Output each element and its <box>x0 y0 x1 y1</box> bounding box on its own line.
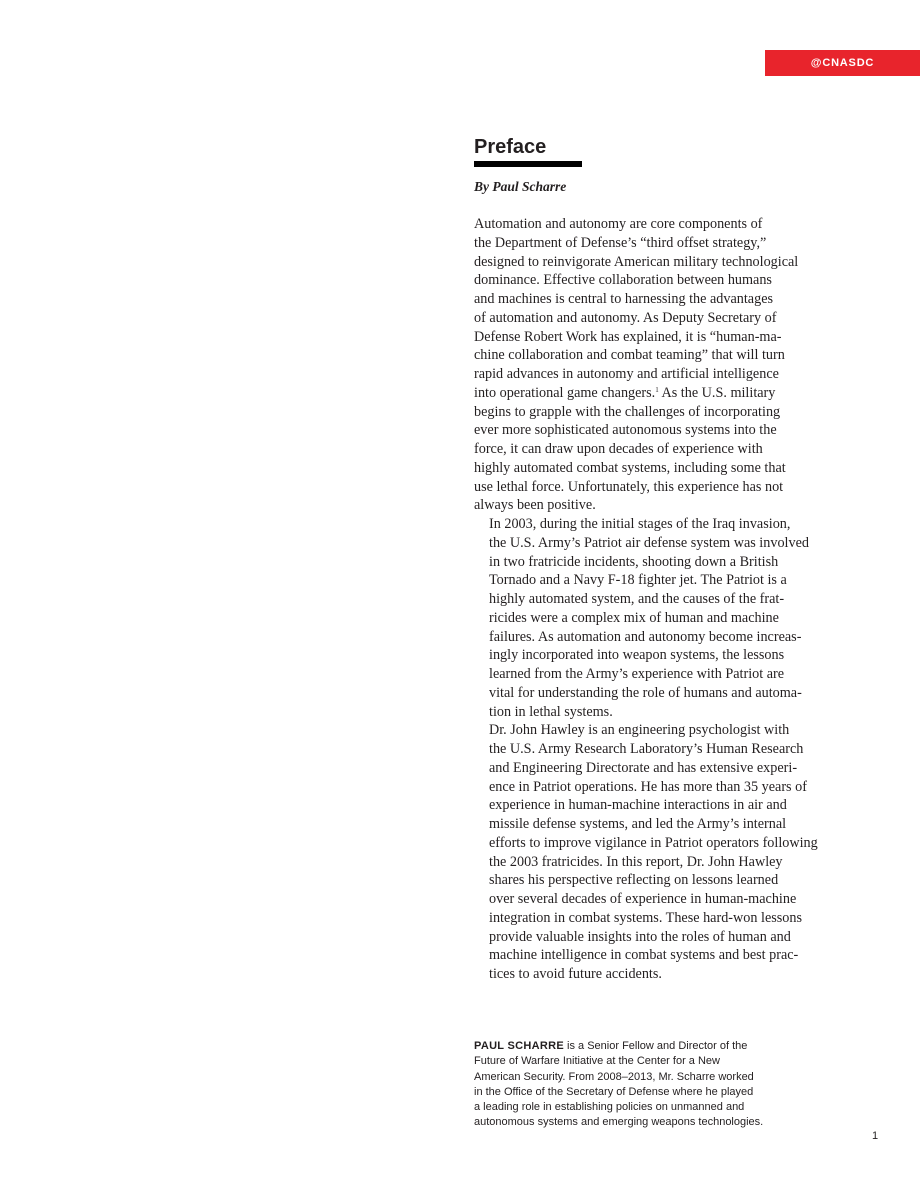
text-line: the U.S. Army’s Patriot air defense system was involved <box>489 534 809 551</box>
body-text <box>474 215 854 984</box>
text-line: Dr. John Hawley is an engineering psychologist with <box>489 722 790 739</box>
text-line: always been positive. <box>474 497 596 514</box>
text-line: ingly incorporated into weapon systems, the lessons <box>489 647 785 664</box>
text-line: highly automated system, and the causes of the frat- <box>489 591 785 607</box>
text-line: and Engineering Directorate and has extensive experi- <box>489 759 798 776</box>
text-line: tion in lethal systems. <box>489 703 613 720</box>
title-underline-rule <box>474 161 582 167</box>
text-line: in two fratricide incidents, shooting down a British <box>489 553 779 570</box>
text-line: chine collaboration and combat teaming” that will turn <box>474 347 785 364</box>
page-number: 1 <box>872 1130 879 1142</box>
text-line: In 2003, during the initial stages of the Iraq invasion, <box>489 516 791 532</box>
twitter-handle-tag: @CNASDC <box>765 50 920 76</box>
text-line: dominance. Effective collaboration between humans <box>474 272 772 289</box>
bio-line: autonomous systems and emerging weapons technologies. <box>474 1116 764 1129</box>
text-line: of automation and autonomy. As Deputy Secretary of <box>474 309 777 326</box>
bio-line: American Security. From 2008–2013, Mr. Scharre worked <box>474 1070 754 1083</box>
text-line: the U.S. Army Research Laboratory’s Human Research <box>489 741 804 757</box>
text-line: highly automated combat systems, including some that <box>474 459 786 476</box>
text-line: learned from the Army’s experience with Patriot are <box>489 666 785 682</box>
bio-line: in the Office of the Secretary of Defense where he played <box>474 1085 754 1098</box>
author-bio <box>474 1039 854 1131</box>
byline: By Paul Scharre <box>474 179 567 194</box>
text-line: force, it can draw upon decades of experience with <box>474 441 763 457</box>
paragraph-1 <box>474 215 854 515</box>
paragraph-2 <box>474 515 854 721</box>
text-line: rapid advances in autonomy and artificial intelligence <box>474 366 779 382</box>
text-line: the 2003 fratricides. In this report, Dr. John Hawley <box>489 853 783 870</box>
text-line: failures. As automation and autonomy become increas- <box>489 628 802 645</box>
text-line: the Department of Defense’s “third offset strategy,” <box>474 234 767 251</box>
text-line: ever more sophisticated autonomous systems into the <box>474 422 777 439</box>
text-line: ence in Patriot operations. He has more than 35 years of <box>489 778 807 795</box>
paragraph-3 <box>474 721 854 984</box>
text-line: machine intelligence in combat systems and best prac- <box>489 947 799 964</box>
text-segment: into operational game changers. <box>474 384 656 401</box>
bio-first-line <box>474 1039 854 1054</box>
bio-line: Future of Warfare Initiative at the Center for a New <box>474 1055 720 1068</box>
text-line: begins to grapple with the challenges of incorporating <box>474 403 781 420</box>
author-name: PAUL SCHARRE <box>474 1040 564 1052</box>
section-title: Preface <box>474 136 547 158</box>
text-line: Tornado and a Navy F-18 fighter jet. The Patriot is a <box>489 572 787 589</box>
text-line: tices to avoid future accidents. <box>489 966 662 982</box>
text-line: provide valuable insights into the roles of human and <box>489 928 791 945</box>
text-line: integration in combat systems. These hard-won lessons <box>489 909 802 926</box>
text-line: vital for understanding the role of humans and automa- <box>489 684 802 701</box>
text-line: Automation and autonomy are core components of <box>474 216 763 232</box>
text-line: over several decades of experience in human-machine <box>489 891 797 907</box>
text-line: designed to reinvigorate American military technological <box>474 253 799 270</box>
text-line: shares his perspective reflecting on lessons learned <box>489 872 779 889</box>
text-line: experience in human-machine interactions in air and <box>489 797 787 814</box>
footnote-reference[interactable]: 1 <box>655 385 659 394</box>
text-line: Defense Robert Work has explained, it is “human-ma- <box>474 328 782 345</box>
text-segment: is a Senior Fellow and Director of the <box>563 1040 748 1052</box>
bio-line: a leading role in establishing policies on unmanned and <box>474 1101 745 1114</box>
text-line: efforts to improve vigilance in Patriot operators following <box>489 834 818 851</box>
text-segment: As the U.S. military <box>658 384 776 401</box>
text-line: use lethal force. Unfortunately, this experience has not <box>474 478 784 495</box>
text-line: and machines is central to harnessing the advantages <box>474 291 774 307</box>
text-line: ricides were a complex mix of human and machine <box>489 609 779 626</box>
text-line: missile defense systems, and led the Army’s internal <box>489 816 787 832</box>
text-line-with-footnote <box>474 384 854 403</box>
